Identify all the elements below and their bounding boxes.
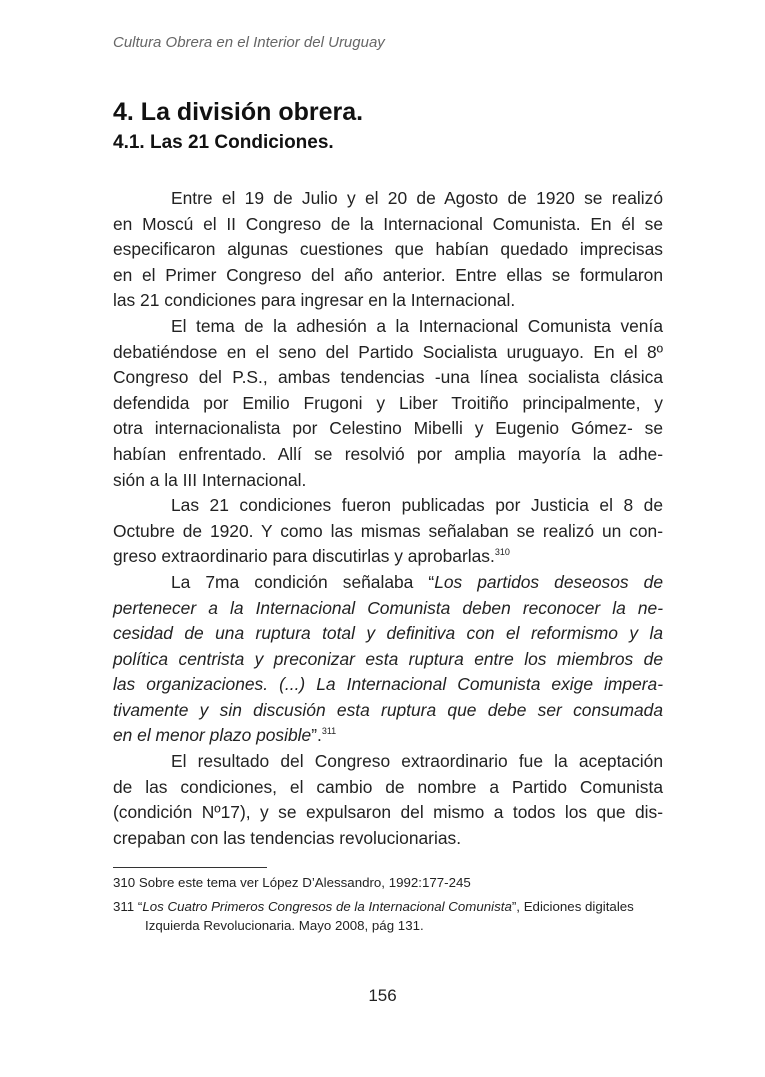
text-line: otra internacionalista por Celestino Mibelli y Eugenio Gómez- se (113, 418, 663, 439)
text-line: Entre el 19 de Julio y el 20 de Agosto de 1920 se realizó (171, 188, 663, 208)
footnote-cited-title: Los Cuatro Primeros Congresos de la Internacional Comunista (142, 899, 512, 914)
quote-line: pertenecer a la Internacional Comunista deben reconocer la ne- (113, 597, 663, 618)
footnote-310: 310 Sobre este tema ver López D’Alessandro, 1992:177-245 (113, 875, 471, 890)
body-text (113, 186, 663, 851)
text-line: defendida por Emilio Frugoni y Liber Troitiño principalmente, y (113, 392, 663, 413)
page-number: 156 (368, 986, 397, 1005)
text-fragment: La 7ma condición señalaba “ (171, 571, 435, 592)
text-line (113, 570, 663, 596)
running-header: Cultura Obrera en el Interior del Uruguay (113, 34, 385, 51)
text-line: Congreso del P.S., ambas tendencias -una línea socialista clásica (113, 367, 663, 388)
text-line: crepaban con las tendencias revolucionarias. (113, 827, 462, 848)
text-fragment: greso extraordinario para discutirlas y aprobarlas. (113, 546, 495, 567)
quote-fragment: en el menor plazo posible (113, 725, 312, 746)
footnotes (113, 873, 665, 935)
text-line: habían enfrentado. Allí se resolvió por amplia mayoría la adhe- (113, 443, 663, 464)
footnote-311 (113, 897, 665, 916)
quote-line: las organizaciones. (...) La Internacional Comunista exige impera- (113, 674, 663, 695)
text-line: debatiéndose en el seno del Partido Socialista uruguayo. En el 8º (113, 341, 663, 362)
text-line: de las condiciones, el cambio de nombre a Partido Comunista (113, 776, 663, 797)
text-line: en Moscú el II Congreso de la Internacional Comunista. En él se (113, 213, 663, 234)
footnote-ref-310[interactable]: 310 (494, 547, 510, 558)
text-line (113, 723, 663, 749)
text-line: las 21 condiciones para ingresar en la Internacional. (113, 290, 516, 311)
footnote-text: 311 “ (113, 899, 143, 914)
footnote-divider (113, 867, 267, 868)
text-line: en el Primer Congreso del año anterior. Entre ellas se formularon (113, 264, 663, 285)
quote-line: tivamente y sin discusión esta ruptura que debe ser consumada (113, 699, 663, 720)
text-fragment: ”. (311, 725, 322, 746)
footnote-text: ”, Ediciones digitales (511, 899, 634, 914)
footnote-ref-311[interactable]: 311 (321, 726, 337, 737)
footnote-311-continuation: Izquierda Revolucionaria. Mayo 2008, pág 131. (145, 918, 424, 933)
text-line (113, 544, 663, 570)
text-line: sión a la III Internacional. (113, 469, 307, 490)
text-line: El tema de la adhesión a la Internacional Comunista venía (171, 315, 663, 336)
quote-fragment: Los partidos deseosos de (434, 571, 663, 592)
subsection-heading: 4.1. Las 21 Condiciones. (113, 132, 334, 153)
quote-line: cesidad de una ruptura total y definitiva con el reformismo y la (113, 623, 663, 644)
text-line: El resultado del Congreso extraordinario fue la aceptación (171, 751, 663, 772)
text-line: (condición Nº17), y se expulsaron del mismo a todos los que dis- (113, 802, 663, 823)
quote-line: política centrista y preconizar esta ruptura entre los miembros de (113, 648, 663, 669)
text-line: especificaron algunas cuestiones que habían quedado imprecisas (113, 239, 663, 260)
text-line: Las 21 condiciones fueron publicadas por Justicia el 8 de (171, 495, 663, 516)
section-heading: 4. La división obrera. (113, 98, 364, 126)
text-line: Octubre de 1920. Y como las mismas señalaban se realizó un con- (113, 520, 663, 541)
